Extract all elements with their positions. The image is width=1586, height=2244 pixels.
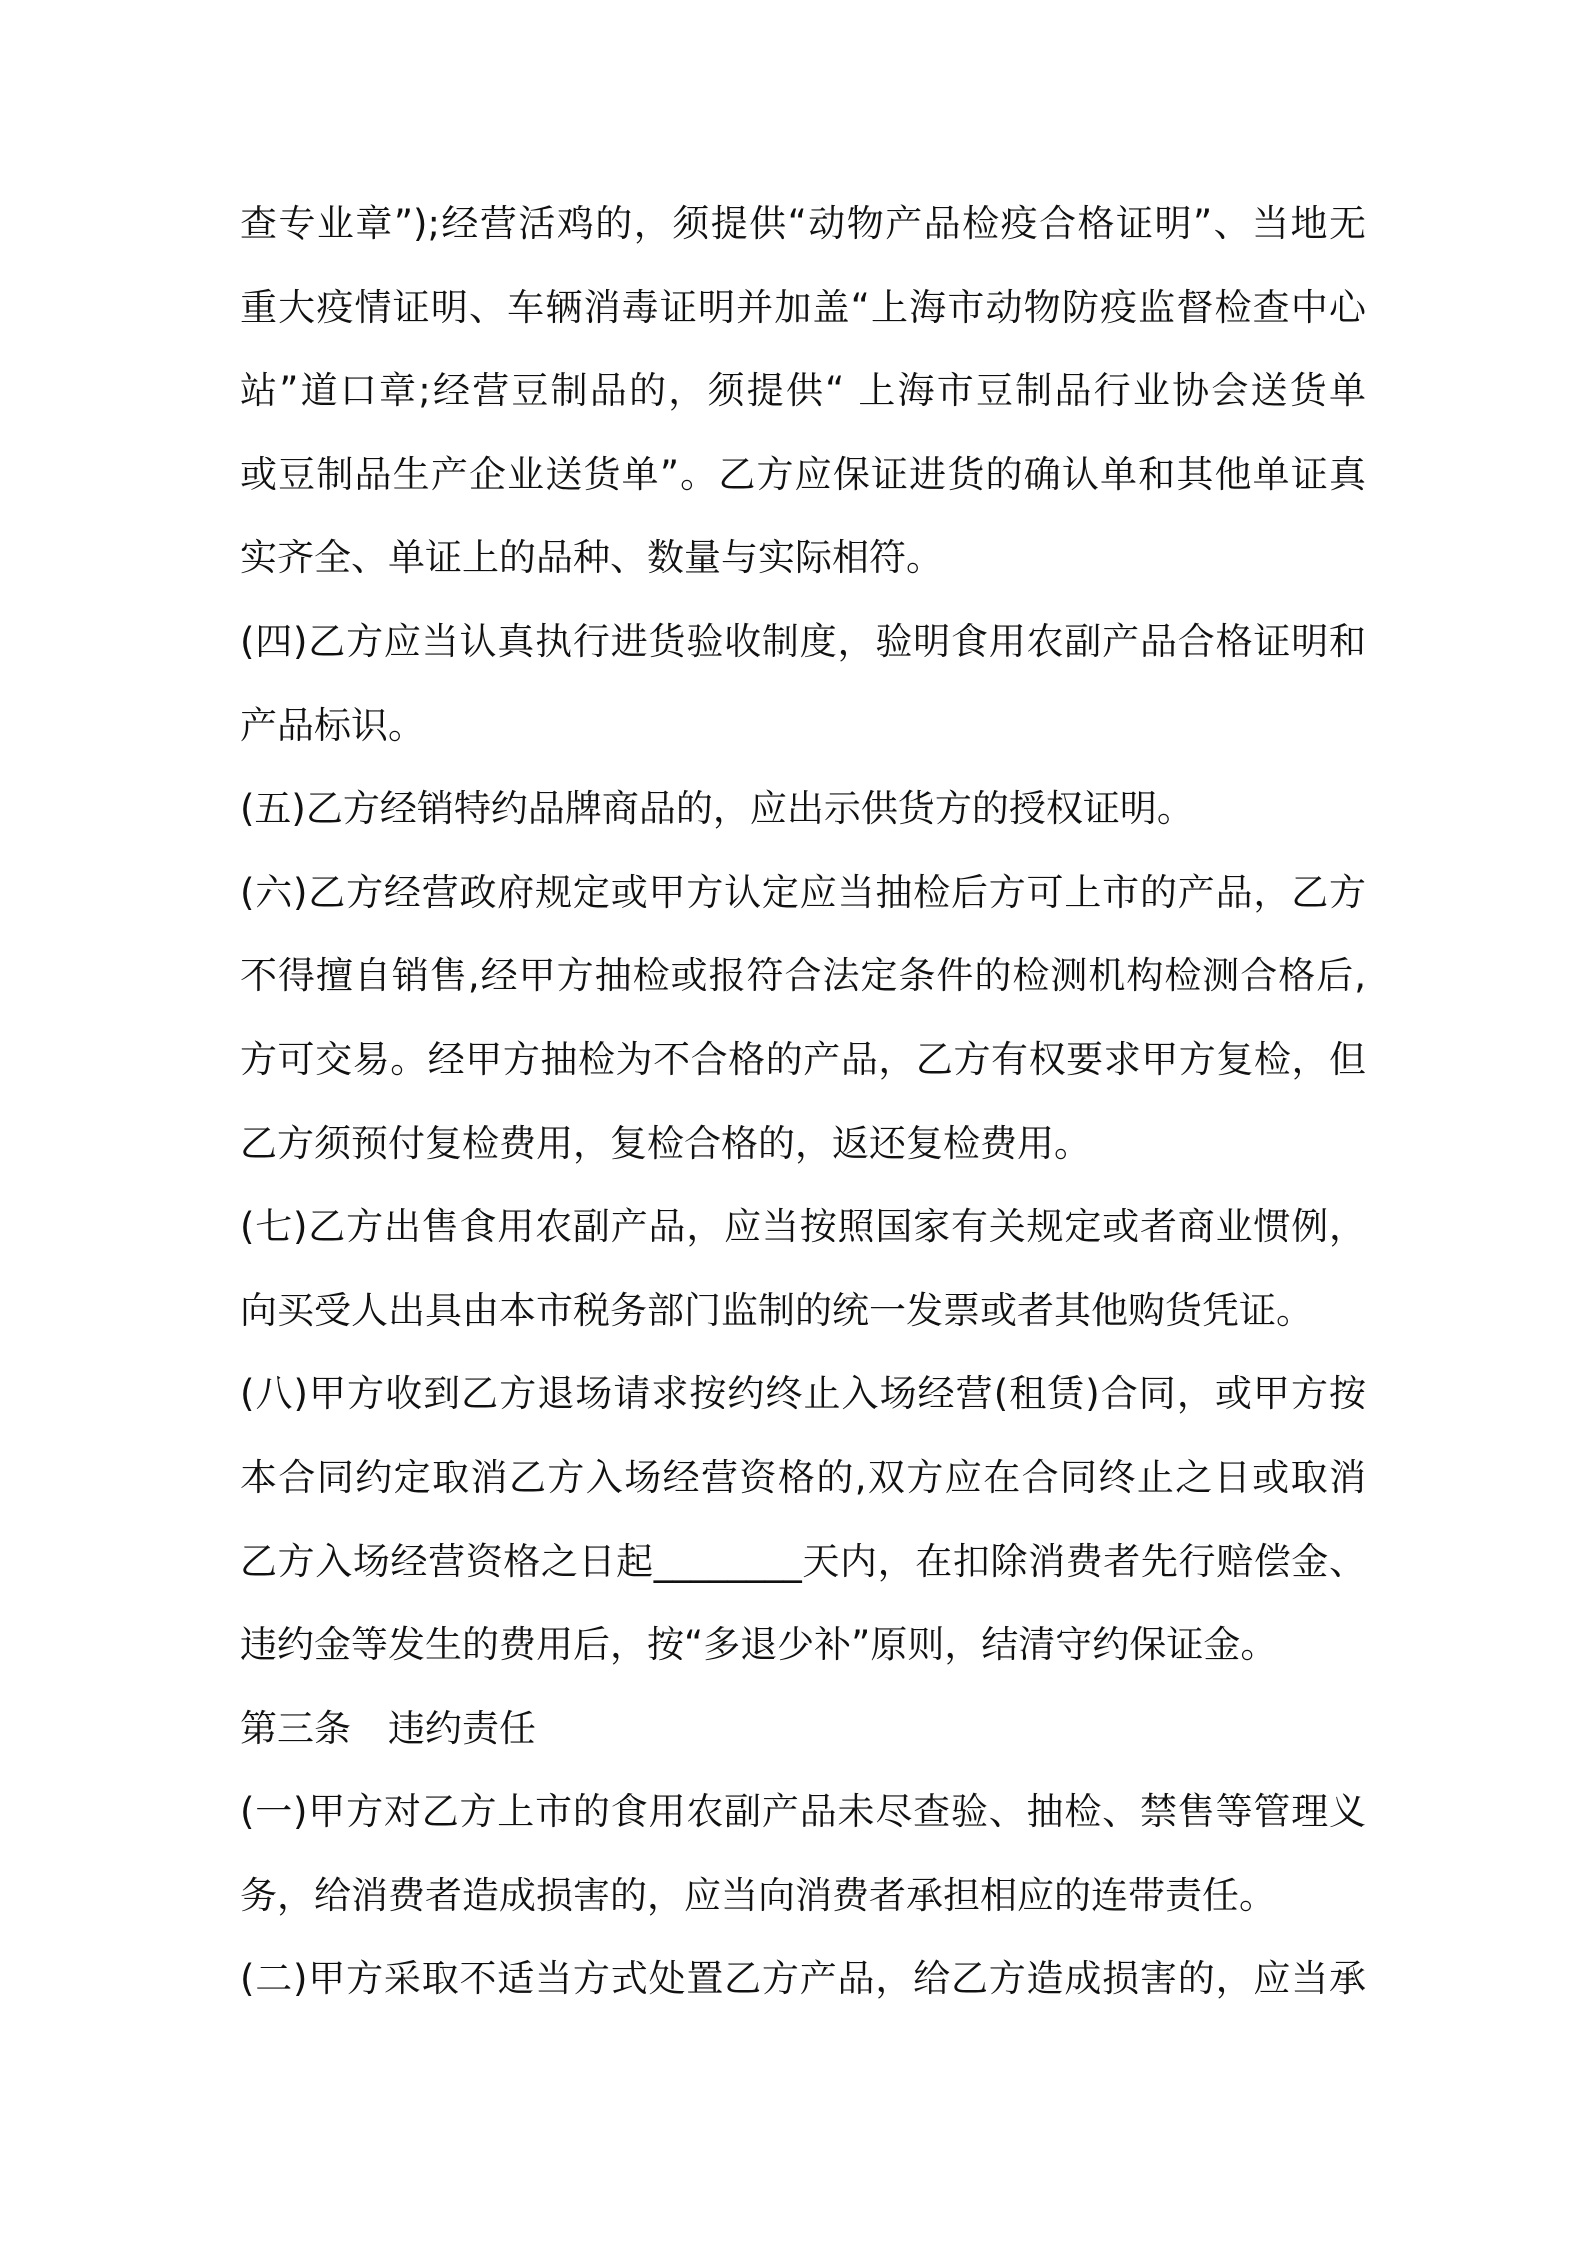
text-line: (二)甲方采取不适当方式处置乙方产品，给乙方造成损害的，应当承 (240, 1957, 1366, 2001)
text-line: 重大疫情证明、车辆消毒证明并加盖“上海市动物防疫监督检查中心 (240, 285, 1366, 329)
text-line: (六)乙方经营政府规定或甲方认定应当抽检后方可上市的产品，乙方 (240, 870, 1366, 914)
text-line: 不得擅自销售,经甲方抽检或报符合法定条件的检测机构检测合格后, (240, 954, 1366, 998)
text-line: (一)甲方对乙方上市的食用农副产品未尽查验、抽检、禁售等管理义 (240, 1790, 1366, 1834)
document-body (240, 198, 1366, 2037)
text-line: 乙方入场经营资格之日起________天内，在扣除消费者先行赔偿金、 (240, 1539, 1366, 1583)
text-line: 产品标识。 (240, 703, 425, 747)
text-line: 向买受人出具由本市税务部门监制的统一发票或者其他购货凭证。 (240, 1288, 1313, 1332)
text-line: 或豆制品生产企业送货单”。乙方应保证进货的确认单和其他单证真 (240, 452, 1366, 496)
text-line: 务，给消费者造成损害的，应当向消费者承担相应的连带责任。 (240, 1873, 1276, 1917)
text-line: (五)乙方经销特约品牌商品的，应出示供货方的授权证明。 (240, 787, 1194, 831)
text-line: 乙方须预付复检费用，复检合格的，返还复检费用。 (240, 1121, 1091, 1165)
text-line: (八)甲方收到乙方退场请求按约终止入场经营(租赁)合同，或甲方按 (240, 1372, 1366, 1416)
text-line: 第三条 违约责任 (240, 1706, 536, 1750)
text-line: 本合同约定取消乙方入场经营资格的,双方应在合同终止之日或取消 (240, 1455, 1366, 1499)
text-line: 实齐全、单证上的品种、数量与实际相符。 (240, 536, 943, 580)
text-line: 站”道口章;经营豆制品的，须提供“ 上海市豆制品行业协会送货单 (240, 369, 1366, 413)
text-line: 违约金等发生的费用后，按“多退少补”原则，结清守约保证金。 (240, 1623, 1278, 1667)
text-line: (四)乙方应当认真执行进货验收制度，验明食用农副产品合格证明和 (240, 619, 1366, 663)
text-line: 查专业章”);经营活鸡的，须提供“动物产品检疫合格证明”、当地无 (240, 202, 1366, 245)
text-line: (七)乙方出售食用农副产品，应当按照国家有关规定或者商业惯例， (240, 1205, 1366, 1249)
text-line: 方可交易。经甲方抽检为不合格的产品，乙方有权要求甲方复检，但 (240, 1037, 1366, 1081)
